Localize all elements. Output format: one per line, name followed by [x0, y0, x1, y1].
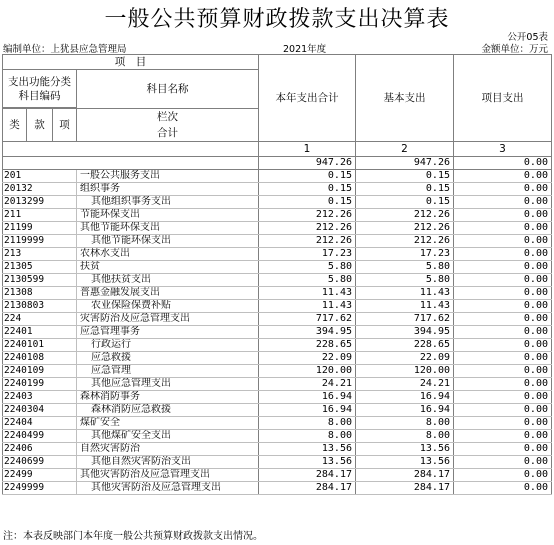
row-total-value: 16.94 [259, 391, 356, 404]
row-subject-name: 其他自然灾害防治支出 [77, 456, 259, 469]
table-row [3, 170, 552, 183]
row-code: 21308 [3, 287, 77, 300]
row-total-value: 212.26 [259, 235, 356, 248]
row-total-value: 212.26 [259, 222, 356, 235]
table-row [3, 339, 552, 352]
table-row [3, 365, 552, 378]
row-basic-value: 284.17 [356, 482, 454, 495]
row-code: 224 [3, 313, 77, 326]
row-total-value: 212.26 [259, 209, 356, 222]
row-subject-name: 农林水支出 [77, 248, 259, 261]
header-lei: 类 [3, 109, 27, 142]
row-basic-value: 0.15 [356, 170, 454, 183]
row-subject-name: 应急管理事务 [77, 326, 259, 339]
row-project-value: 0.00 [454, 248, 552, 261]
row-basic-value: 13.56 [356, 443, 454, 456]
table-row [3, 443, 552, 456]
header-col1: 本年支出合计 [259, 55, 356, 142]
row-project-value: 0.00 [454, 274, 552, 287]
row-total-value: 16.94 [259, 404, 356, 417]
row-code: 22403 [3, 391, 77, 404]
row-code: 2013299 [3, 196, 77, 209]
row-basic-value: 120.00 [356, 365, 454, 378]
row-total-value: 17.23 [259, 248, 356, 261]
row-code: 2130599 [3, 274, 77, 287]
row-subject-name: 节能环保支出 [77, 209, 259, 222]
row-project-value: 0.00 [454, 222, 552, 235]
col3-number: 3 [454, 142, 552, 157]
table-row [3, 235, 552, 248]
row-project-value: 0.00 [454, 469, 552, 482]
row-project-value: 0.00 [454, 235, 552, 248]
row-code: 2240499 [3, 430, 77, 443]
row-project-value: 0.00 [454, 209, 552, 222]
row-subject-name: 组织事务 [77, 183, 259, 196]
row-total-value: 120.00 [259, 365, 356, 378]
table-row [3, 248, 552, 261]
table-row [3, 430, 552, 443]
row-project-value: 0.00 [454, 170, 552, 183]
row-subject-name: 煤矿安全 [77, 417, 259, 430]
row-basic-value: 11.43 [356, 287, 454, 300]
row-total-value: 284.17 [259, 469, 356, 482]
row-subject-name: 森林消防应急救援 [77, 404, 259, 417]
row-total-value: 8.00 [259, 417, 356, 430]
row-code: 2130803 [3, 300, 77, 313]
row-code: 2119999 [3, 235, 77, 248]
row-basic-value: 717.62 [356, 313, 454, 326]
col1-number: 1 [259, 142, 356, 157]
row-subject-name: 其他组织事务支出 [77, 196, 259, 209]
form-code: 公开05表 [507, 32, 548, 43]
col2-number: 2 [356, 142, 454, 157]
header-xiang: 项 [53, 109, 77, 142]
expenditure-table [2, 54, 552, 495]
table-row [3, 417, 552, 430]
header-lanci-total [77, 109, 259, 142]
row-basic-value: 394.95 [356, 326, 454, 339]
row-subject-name: 森林消防事务 [77, 391, 259, 404]
row-subject-name: 其他应急管理支出 [77, 378, 259, 391]
row-code: 21305 [3, 261, 77, 274]
row-total-value: 5.80 [259, 261, 356, 274]
blank-cell [3, 142, 259, 157]
row-basic-value: 228.65 [356, 339, 454, 352]
row-subject-name: 其他灾害防治及应急管理支出 [77, 469, 259, 482]
row-code: 22499 [3, 469, 77, 482]
row-total-value: 0.15 [259, 196, 356, 209]
table-row [3, 313, 552, 326]
row-total-value: 0.15 [259, 170, 356, 183]
row-project-value: 0.00 [454, 313, 552, 326]
row-total-value: 284.17 [259, 482, 356, 495]
header-func-code: 支出功能分类科目编码 [3, 70, 77, 108]
row-code: 20132 [3, 183, 77, 196]
header-col3: 项目支出 [454, 55, 552, 142]
row-project-value: 0.00 [454, 391, 552, 404]
header-lanci: 栏次 [157, 111, 178, 123]
row-total-value: 13.56 [259, 456, 356, 469]
row-subject-name: 自然灾害防治 [77, 443, 259, 456]
row-basic-value: 17.23 [356, 248, 454, 261]
table-row [3, 274, 552, 287]
row-basic-value: 212.26 [356, 209, 454, 222]
row-code: 22406 [3, 443, 77, 456]
row-basic-value: 13.56 [356, 456, 454, 469]
row-project-value: 0.00 [454, 430, 552, 443]
row-total-value: 5.80 [259, 274, 356, 287]
row-basic-value: 16.94 [356, 404, 454, 417]
row-code: 22404 [3, 417, 77, 430]
row-subject-name: 灾害防治及应急管理支出 [77, 313, 259, 326]
table-row [3, 222, 552, 235]
row-basic-value: 212.26 [356, 235, 454, 248]
row-total-value: 8.00 [259, 430, 356, 443]
row-basic-value: 212.26 [356, 222, 454, 235]
table-row [3, 352, 552, 365]
row-project-value: 0.00 [454, 443, 552, 456]
row-subject-name: 农业保险保费补贴 [77, 300, 259, 313]
row-code: 201 [3, 170, 77, 183]
row-code: 213 [3, 248, 77, 261]
row-code: 211 [3, 209, 77, 222]
total-row-label [3, 157, 259, 170]
row-subject-name: 扶贫 [77, 261, 259, 274]
year-label: 2021年度 [283, 44, 327, 55]
row-code: 2240108 [3, 352, 77, 365]
row-subject-name: 其他节能环保支出 [77, 235, 259, 248]
header-kuan: 款 [27, 109, 53, 142]
row-total-value: 13.56 [259, 443, 356, 456]
row-basic-value: 0.15 [356, 196, 454, 209]
row-project-value: 0.00 [454, 326, 552, 339]
row-total-value: 22.09 [259, 352, 356, 365]
row-basic-value: 284.17 [356, 469, 454, 482]
row-subject-name: 其他节能环保支出 [77, 222, 259, 235]
table-row [3, 404, 552, 417]
row-project-value: 0.00 [454, 352, 552, 365]
unit-label: 编制单位：上犹县应急管理局 [3, 44, 127, 55]
row-total-value: 717.62 [259, 313, 356, 326]
row-subject-name: 应急救援 [77, 352, 259, 365]
row-project-value: 0.00 [454, 183, 552, 196]
row-project-value: 0.00 [454, 417, 552, 430]
table-row [3, 300, 552, 313]
header-project: 项 目 [3, 55, 259, 70]
row-code: 2249999 [3, 482, 77, 495]
footnote: 注：本表反映部门本年度一般公共预算财政拨款支出情况。 [3, 531, 263, 542]
table-row [3, 391, 552, 404]
total-col3: 0.00 [454, 157, 552, 170]
row-project-value: 0.00 [454, 196, 552, 209]
row-subject-name: 其他煤矿安全支出 [77, 430, 259, 443]
row-subject-name: 普惠金融发展支出 [77, 287, 259, 300]
header-subject-name: 科目名称 [77, 70, 259, 109]
row-project-value: 0.00 [454, 287, 552, 300]
row-basic-value: 0.15 [356, 183, 454, 196]
row-basic-value: 8.00 [356, 430, 454, 443]
row-code: 2240101 [3, 339, 77, 352]
row-subject-name: 应急管理 [77, 365, 259, 378]
row-project-value: 0.00 [454, 404, 552, 417]
table-row [3, 456, 552, 469]
row-basic-value: 24.21 [356, 378, 454, 391]
row-project-value: 0.00 [454, 300, 552, 313]
page-title: 一般公共预算财政拨款支出决算表 [104, 7, 450, 32]
row-subject-name: 其他扶贫支出 [77, 274, 259, 287]
row-code: 21199 [3, 222, 77, 235]
row-code: 2240304 [3, 404, 77, 417]
table-row [3, 261, 552, 274]
row-basic-value: 5.80 [356, 261, 454, 274]
row-basic-value: 11.43 [356, 300, 454, 313]
row-project-value: 0.00 [454, 456, 552, 469]
row-project-value: 0.00 [454, 378, 552, 391]
row-total-value: 11.43 [259, 300, 356, 313]
row-total-value: 24.21 [259, 378, 356, 391]
row-code: 22401 [3, 326, 77, 339]
row-code: 2240109 [3, 365, 77, 378]
row-project-value: 0.00 [454, 482, 552, 495]
row-basic-value: 16.94 [356, 391, 454, 404]
total-col1: 947.26 [259, 157, 356, 170]
row-basic-value: 22.09 [356, 352, 454, 365]
table-row [3, 378, 552, 391]
table-row [3, 482, 552, 495]
header-col2: 基本支出 [356, 55, 454, 142]
row-project-value: 0.00 [454, 365, 552, 378]
table-row [3, 326, 552, 339]
table-row [3, 196, 552, 209]
row-project-value: 0.00 [454, 261, 552, 274]
table-row [3, 209, 552, 222]
table-row [3, 183, 552, 196]
row-total-value: 394.95 [259, 326, 356, 339]
row-project-value: 0.00 [454, 339, 552, 352]
row-code: 2240199 [3, 378, 77, 391]
row-total-value: 228.65 [259, 339, 356, 352]
header-total-label: 合计 [157, 127, 178, 139]
row-code: 2240699 [3, 456, 77, 469]
table-row [3, 287, 552, 300]
table-row [3, 469, 552, 482]
row-basic-value: 5.80 [356, 274, 454, 287]
row-subject-name: 行政运行 [77, 339, 259, 352]
row-subject-name: 一般公共服务支出 [77, 170, 259, 183]
row-basic-value: 8.00 [356, 417, 454, 430]
row-subject-name: 其他灾害防治及应急管理支出 [77, 482, 259, 495]
total-col2: 947.26 [356, 157, 454, 170]
row-total-value: 11.43 [259, 287, 356, 300]
row-total-value: 0.15 [259, 183, 356, 196]
money-unit-label: 金额单位：万元 [481, 44, 548, 55]
